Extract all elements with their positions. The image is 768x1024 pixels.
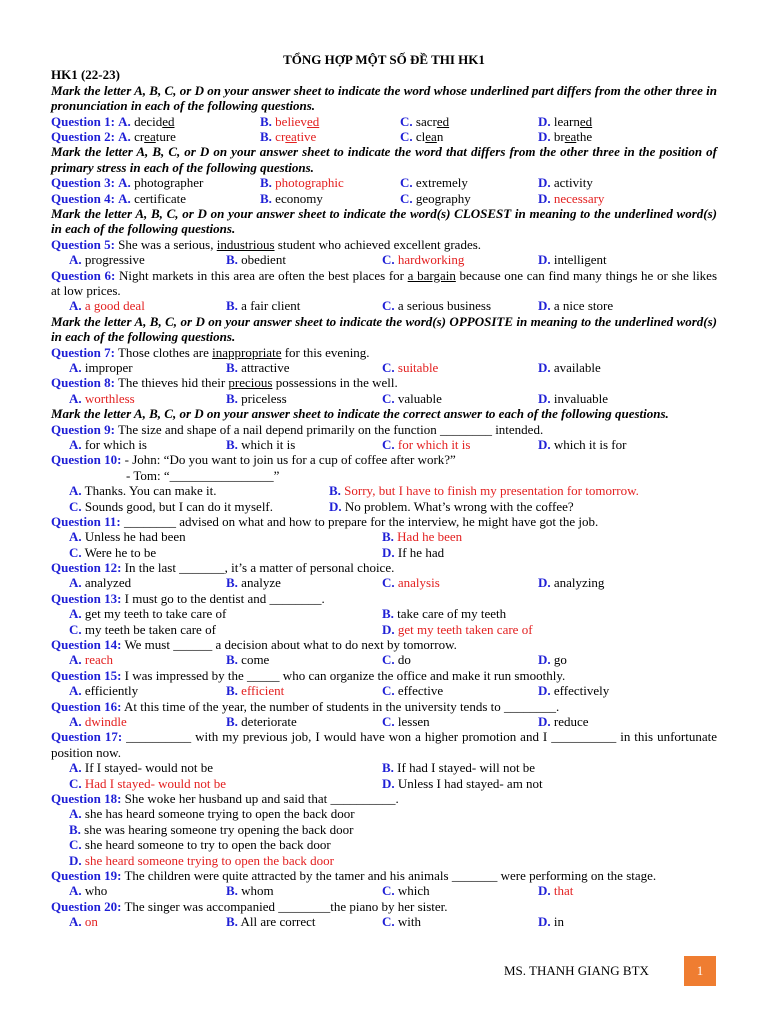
instruction-pronunciation: Mark the letter A, B, C, or D on your answer sheet to indicate the word whose underlined part differs from the other three in pronunciation in each of the following questions. (51, 82, 717, 114)
question-11-options-ab (51, 529, 717, 544)
option-b: B. photographic (260, 175, 344, 191)
option-b: B. she was hearing someone try opening the back door (69, 821, 354, 837)
question-17-options-cd (51, 776, 717, 791)
option-b: B. analyze (226, 575, 281, 591)
question-2: Question 2: A. creature B. creative C. clean D. breathe (51, 129, 593, 145)
question-13-options-ab (51, 606, 717, 621)
option-c: C. clean (400, 129, 444, 145)
question-3: Question 3: A. photographer B. photographic C. extremely D. activity (51, 175, 593, 191)
question-17-options-ab (51, 760, 717, 775)
option-d: D. breathe (538, 129, 593, 145)
option-a: A. Unless he had been (69, 529, 186, 545)
option-c: C. do (382, 652, 411, 668)
option-a: A. analyzed (69, 575, 132, 591)
question-10-dialogue: - Tom: “________________” (126, 467, 280, 483)
option-d: D. go (538, 652, 567, 668)
question-10: Question 10: - John: “Do you want to join us for a cup of coffee after work?” (51, 452, 456, 468)
option-b: B. deteriorate (226, 714, 297, 729)
option-d: D. available (538, 360, 601, 375)
question-15-options (51, 683, 717, 698)
option-c: C. which (382, 883, 430, 899)
option-a: A. dwindle (69, 714, 127, 729)
option-b: B. take care of my teeth (382, 606, 507, 622)
option-b: B. If had I stayed- will not be (382, 760, 536, 776)
option-d: D. No problem. What’s wrong with the coffee? (329, 498, 574, 514)
option-d: D. learned (538, 113, 593, 129)
option-c: C. Were he to be (69, 544, 157, 560)
option-a: A. progressive (69, 252, 145, 268)
option-b: B. efficient (226, 683, 285, 699)
footer-author: MS. THANH GIANG BTX (504, 963, 649, 978)
option-a: creature (134, 129, 176, 145)
question-19: Question 19: The children were quite attracted by the tamer and his animals _______ were performing on the stage. (51, 867, 657, 883)
option-a: A. get my teeth to take care of (69, 606, 227, 622)
option-c: C. Had I stayed- would not be (69, 775, 227, 791)
option-d: D. which it is for (538, 436, 627, 452)
option-a: certificate (134, 190, 187, 206)
question-12: Question 12: In the last _______, it’s a matter of personal choice. (51, 560, 395, 576)
question-5-options (51, 252, 717, 267)
option-b: B. which it is (226, 436, 296, 452)
question-6: Question 6: Night markets in this area are often the best places for a bargain because one can find many things he or she likes at low prices. (51, 267, 718, 298)
option-d: D. reduce (538, 714, 589, 729)
option-letter: A. (118, 113, 131, 129)
option-d: D. invaluable (538, 390, 609, 406)
option-a: A. improper (69, 360, 133, 375)
page-number: 1 (684, 956, 716, 986)
option-b: B. obedient (226, 252, 286, 268)
instruction-opposite: Mark the letter A, B, C, or D on your answer sheet to indicate the word(s) OPPOSITE in meaning to the underlined word(s) in each of the following questions. (51, 313, 717, 345)
option-a: A. a good deal (69, 298, 145, 314)
question-15: Question 15: I was impressed by the _____ who can organize the office and make it run smoothly. (51, 667, 566, 683)
option-a: A. worthless (69, 390, 135, 406)
option-b: B. priceless (226, 390, 287, 406)
question-6-options (51, 298, 717, 313)
option-c: C. effective (382, 683, 444, 699)
option-b: B. whom (226, 883, 274, 899)
question-8: Question 8: The thieves hid their precious possessions in the well. (51, 375, 398, 391)
question-label: Question 1: (51, 113, 115, 129)
option-c: C. hardworking (382, 252, 465, 268)
question-1 (51, 114, 717, 129)
option-d: D. in (538, 914, 565, 930)
question-4: Question 4: A. certificate B. economy C. geography D. necessary (51, 190, 605, 206)
option-b: B. creative (260, 129, 317, 145)
instruction-closest: Mark the letter A, B, C, or D on your answer sheet to indicate the word(s) CLOSEST in meaning to the underlined word(s) in each of the following questions. (51, 206, 717, 237)
option-c: C. analysis (382, 575, 440, 591)
option-a: A. for which is (69, 436, 147, 452)
question-11: Question 11: ________ advised on what and how to prepare for the interview, he might have got the job. (51, 513, 599, 529)
question-8-options (51, 391, 717, 406)
question-19-options (51, 883, 717, 898)
option-c: C. my teeth be taken care of (69, 621, 216, 637)
option-d: D. intelligent (538, 252, 607, 268)
question-16: Question 16: At this time of the year, the number of students in the university tends to ________. (51, 698, 560, 714)
option-a: A. she has heard someone trying to open the back door (69, 806, 355, 822)
instruction-correct-answer: Mark the letter A, B, C, or D on your answer sheet to indicate the correct answer to each of the following questions. (51, 406, 669, 422)
question-20-options (51, 914, 717, 929)
option-d: D. get my teeth taken care of (382, 621, 533, 637)
option-d: D. she heard someone trying to open the back door (69, 852, 334, 868)
question-10-options-cd (51, 499, 717, 514)
section-heading: HK1 (22-23) (51, 67, 120, 83)
option-d: D. that (538, 883, 574, 899)
option-b: B. Sorry, but I have to finish my presentation for tomorrow. (329, 483, 639, 499)
question-16-options (51, 714, 717, 729)
question-14-options (51, 652, 717, 667)
option-d: D. analyzing (538, 575, 605, 591)
question-13: Question 13: I must go to the dentist and ________. (51, 590, 325, 606)
option-d: D. necessary (538, 190, 605, 206)
question-18: Question 18: She woke her husband up and said that __________. (51, 790, 399, 806)
option-d: D. activity (538, 175, 593, 191)
option-c: C. with (382, 914, 422, 930)
option-a: A. on (69, 914, 98, 930)
option-c: C. lessen (382, 714, 430, 729)
option-d: D. effectively (538, 683, 610, 699)
question-9: Question 9: The size and shape of a nail depend primarily on the function ________ intended. (51, 421, 544, 437)
option-a: A. If I stayed- would not be (69, 760, 214, 776)
option-b: B. a fair client (226, 298, 301, 314)
option-c: C. Sounds good, but I can do it myself. (69, 498, 274, 514)
question-5: Question 5: She was a serious, industrious student who achieved excellent grades. (51, 236, 482, 252)
question-20: Question 20: The singer was accompanied ________the piano by her sister. (51, 898, 448, 914)
question-17: Question 17: __________ with my previous job, I would have won a higher promotion and I __________ in this unfortunate position now. (51, 729, 717, 760)
question-13-options-cd (51, 622, 717, 637)
option-c: C. for which it is (382, 436, 471, 452)
option-b: B. Had he been (382, 529, 463, 545)
option-d: D. Unless I had stayed- am not (382, 775, 543, 791)
question-11-options-cd (51, 545, 717, 560)
question-10-options-ab (51, 483, 717, 498)
option-d: D. a nice store (538, 298, 614, 314)
option-c: C. sacred (400, 113, 450, 129)
option-b: B. come (226, 652, 270, 668)
option-d: D. If he had (382, 544, 445, 560)
option-c: C. extremely (400, 175, 468, 191)
option-b: B. attractive (226, 360, 290, 375)
option-b: B. believed (260, 113, 320, 129)
option-a: decided (134, 113, 175, 129)
document-title: TỔNG HỢP MỘT SỐ ĐỀ THI HK1 (283, 52, 485, 67)
document-body (51, 52, 717, 930)
option-c: C. geography (400, 190, 471, 206)
option-a: photographer (134, 175, 204, 191)
option-a: A. who (69, 883, 108, 899)
option-a: A. reach (69, 652, 114, 668)
option-c: C. valuable (382, 390, 442, 406)
question-9-options (51, 437, 717, 452)
option-b: B. economy (260, 190, 323, 206)
option-a: A. Thanks. You can make it. (69, 483, 217, 499)
question-12-options (51, 575, 717, 590)
option-c: C. suitable (382, 360, 439, 375)
question-7: Question 7: Those clothes are inappropriate for this evening. (51, 344, 370, 360)
instruction-stress: Mark the letter A, B, C, or D on your answer sheet to indicate the word that differs from the other three in the position of primary stress in each of the following questions. (51, 144, 717, 175)
option-c: C. she heard someone to try to open the back door (69, 837, 331, 853)
question-14: Question 14: We must ______ a decision about what to do next by tomorrow. (51, 637, 457, 653)
option-c: C. a serious business (382, 298, 492, 314)
question-7-options (51, 360, 717, 375)
question-label: Question 2: (51, 129, 115, 145)
option-b: B. All are correct (226, 914, 316, 930)
option-a: A. efficiently (69, 683, 139, 699)
